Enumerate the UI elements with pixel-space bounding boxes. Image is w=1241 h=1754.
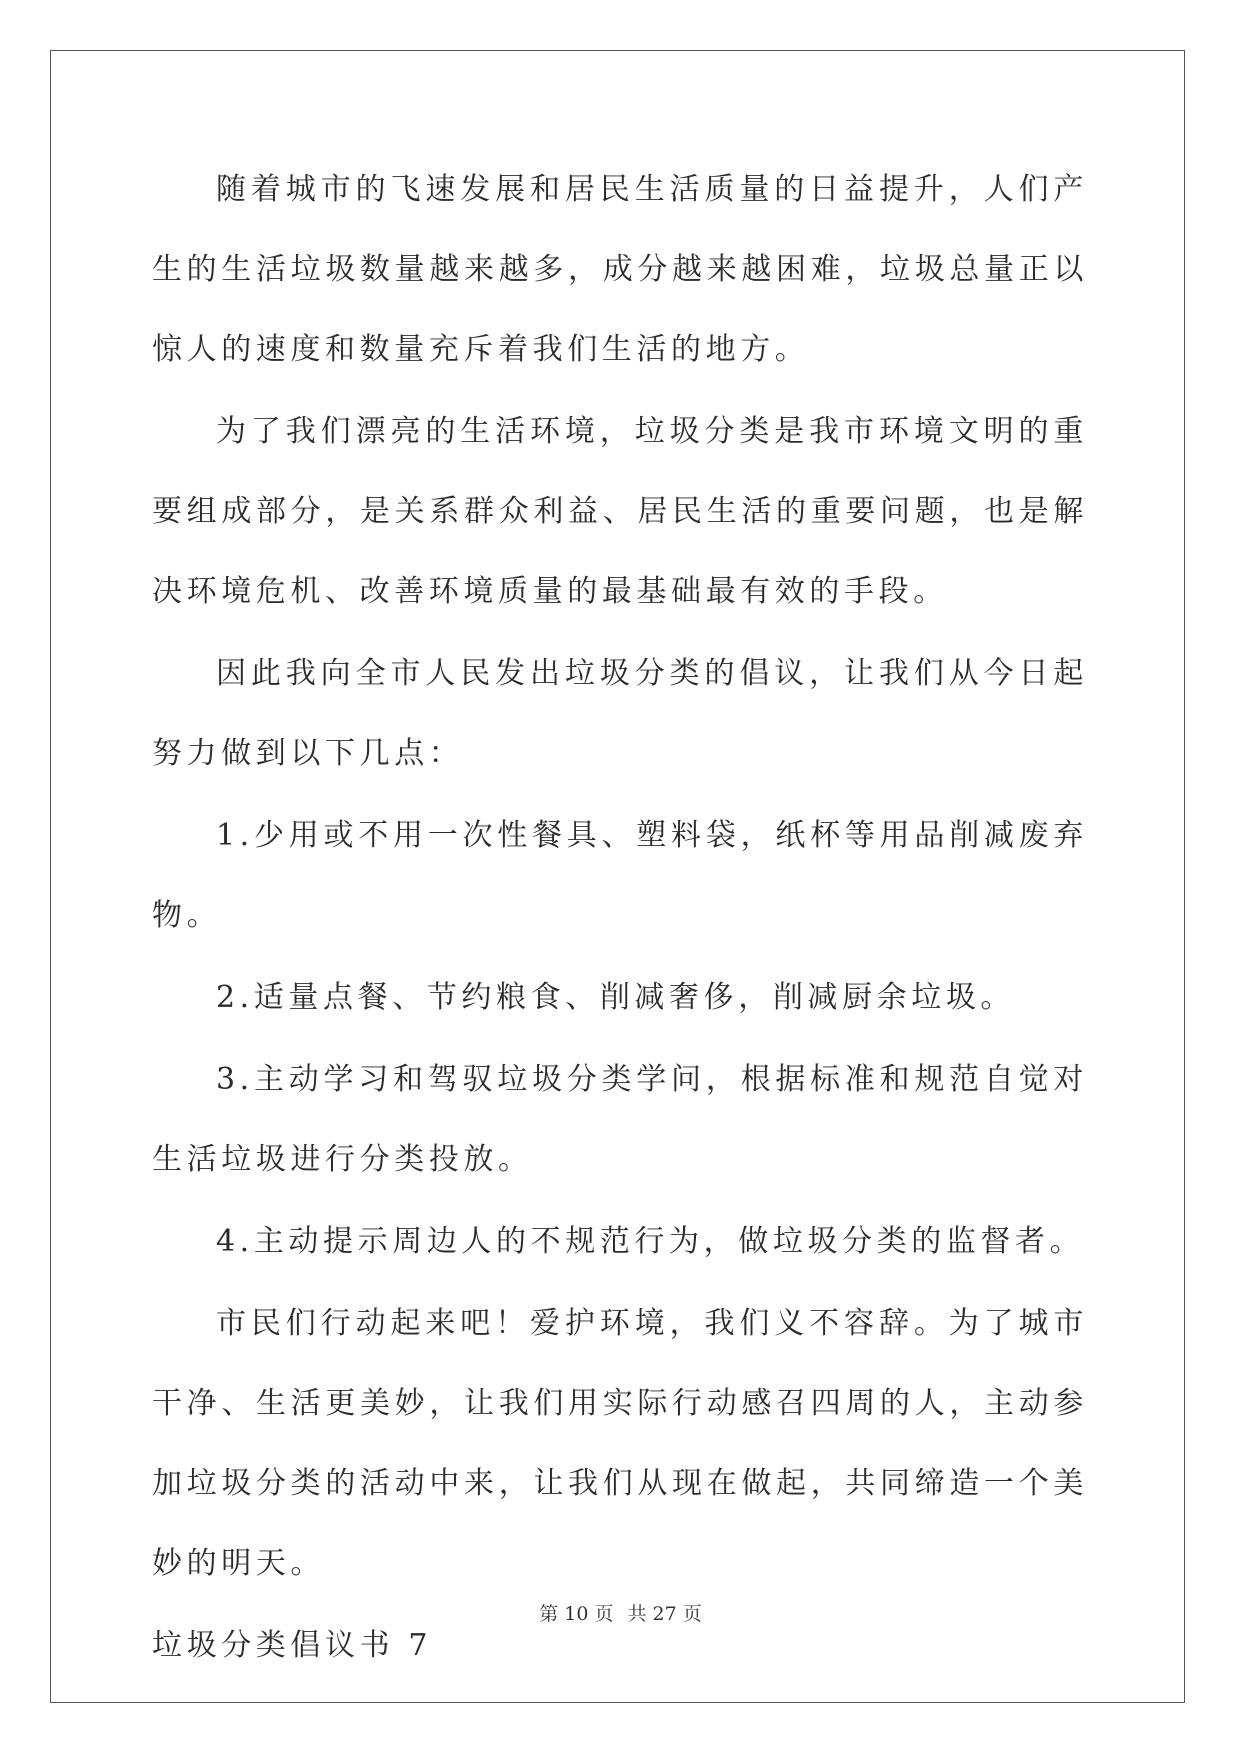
paragraph-call-to-action: 市民们行动起来吧！爱护环境，我们义不容辞。为了城市干净、生活更美妙，让我们用实际行动感召四周的人，主动参加垃圾分类的活动中来，让我们从现在做起，共同缔造一个美妙的明天。 — [152, 1306, 1088, 1581]
page-total: 共 27 页 — [627, 1603, 702, 1625]
document-body — [152, 150, 1088, 1686]
paragraph-environment: 为了我们漂亮的生活环境，垃圾分类是我市环境文明的重要组成部分，是关系群众利益、居民生活的重要问题，也是解决环境危机、改善环境质量的最基础最有效的手段。 — [152, 414, 1088, 609]
paragraph-intro: 随着城市的飞速发展和居民生活质量的日益提升，人们产生的生活垃圾数量越来越多，成分越来越困难，垃圾总量正以惊人的速度和数量充斥着我们生活的地方。 — [152, 172, 1088, 367]
list-item-2: 2.适量点餐、节约粮食、削减奢侈，削减厨余垃圾。 — [216, 980, 1016, 1015]
page-number: 第 10 页 — [539, 1603, 614, 1625]
page-footer — [0, 1599, 1241, 1626]
paragraph-proposal: 因此我向全市人民发出垃圾分类的倡议，让我们从今日起努力做到以下几点： — [152, 656, 1088, 771]
list-item-4: 4.主动提示周边人的不规范行为，做垃圾分类的监督者。 — [216, 1224, 1085, 1259]
section-heading: 垃圾分类倡议书 7 — [152, 1628, 433, 1663]
list-item-3: 3.主动学习和驾驭垃圾分类学问，根据标准和规范自觉对生活垃圾进行分类投放。 — [152, 1062, 1088, 1177]
list-item-1: 1.少用或不用一次性餐具、塑料袋，纸杯等用品削减废弃物。 — [152, 818, 1088, 933]
